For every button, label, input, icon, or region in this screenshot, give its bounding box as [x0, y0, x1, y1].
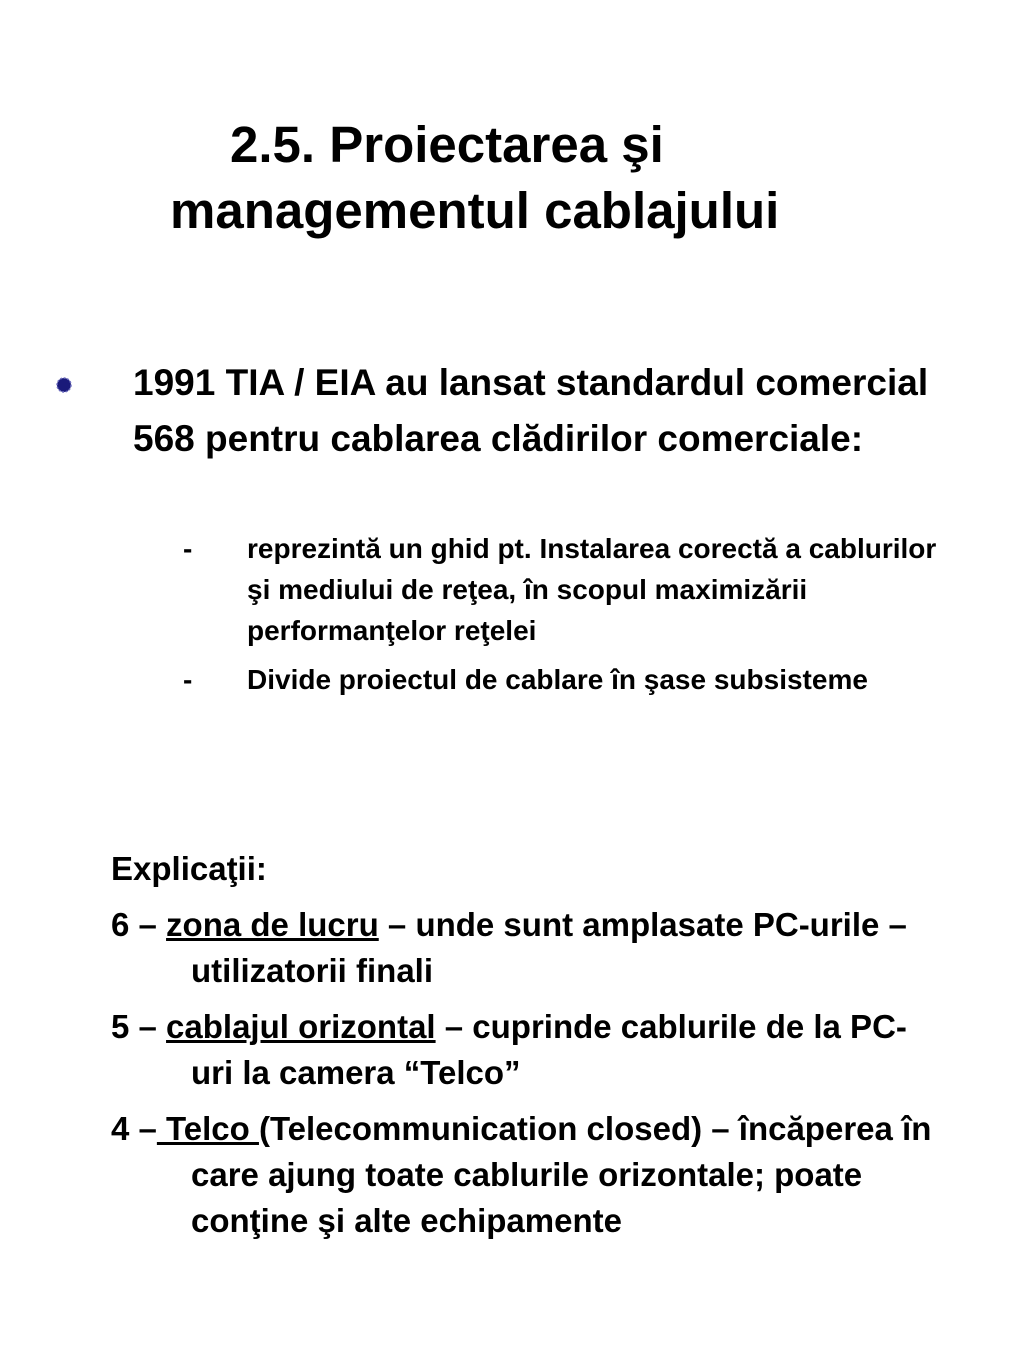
- explanation-number: 5 –: [111, 1008, 167, 1045]
- explanations: [111, 846, 941, 1254]
- explanation-number: 6 –: [111, 906, 167, 943]
- explanation-term: cablajul orizontal: [166, 1008, 436, 1045]
- sub-bullet-text: Divide proiectul de cablare în şase subsisteme: [247, 664, 868, 695]
- explanation-description: – unde sunt amplasate PC-urile – utilizatorii finali: [191, 906, 907, 989]
- explanation-term: zona de lucru: [166, 906, 379, 943]
- explanation-item: [111, 902, 941, 994]
- explanation-item: [111, 1004, 941, 1096]
- slide-title-line-1: 2.5. Proiectarea şi: [230, 116, 664, 173]
- sub-bullet-text: reprezintă un ghid pt. Instalarea corectă a cablurilor şi mediului de reţea, în scopul maximizării performanţelor reţelei: [247, 533, 937, 646]
- bullet-icon: [56, 377, 72, 393]
- explanations-heading: Explicaţii:: [111, 850, 267, 887]
- slide-title-line-2: managementul cablajului: [170, 182, 780, 239]
- explanation-number: 4 –: [111, 1110, 157, 1147]
- dash-icon: -: [183, 533, 193, 564]
- slide-title: [100, 112, 960, 244]
- dash-icon: -: [183, 664, 193, 695]
- main-bullet-text: 1991 TIA / EIA au lansat standardul comercial 568 pentru cablarea clădirilor comerciale:: [133, 362, 929, 459]
- explanation-description: – cuprinde cablurile de la PC-uri la camera “Telco”: [191, 1008, 907, 1091]
- explanation-description: (Telecommunication closed) – încăperea în care ajung toate cablurile orizontale; poate conţine şi alte echipamente: [191, 1110, 932, 1239]
- explanation-item: [111, 1106, 941, 1244]
- explanation-term: Telco: [156, 1110, 259, 1147]
